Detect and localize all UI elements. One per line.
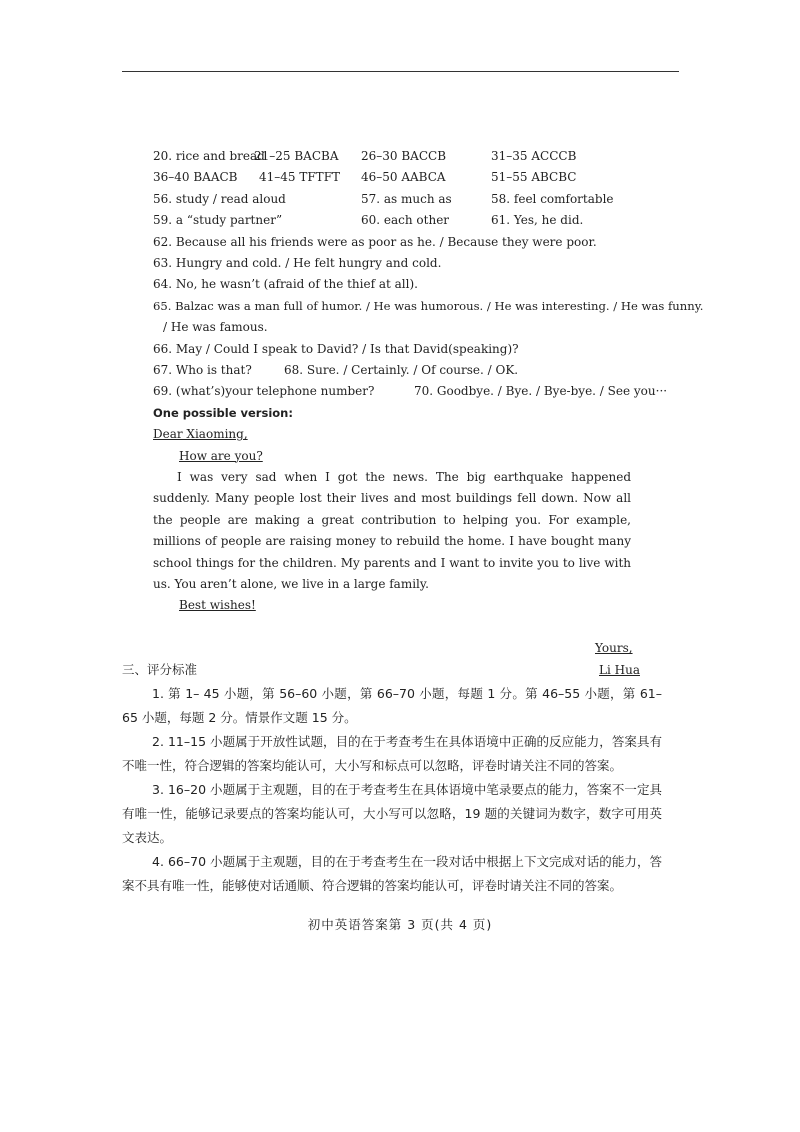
scoring-item-2: 2. 11–15 小题属于开放性试题，目的在于考查考生在具体语境中正确的反应能力，答案具有不唯一性，符合逻辑的答案均能认可，大小写和标点可以忽略，评卷时请关注不同的答案。: [122, 734, 662, 773]
scoring-item-4: 4. 66–70 小题属于主观题，目的在于考查考生在一段对话中根据上下文完成对话的能力，答案不具有唯一性，能够使对话通顺、符合逻辑的答案均能认可，评卷时请关注不同的答案。: [122, 854, 662, 893]
page-footer: 初中英语答案第 3 页(共 4 页): [307, 917, 493, 932]
answer-65: 65. Balzac was a man full of humor. / He was humorous. / He was interesting. / He was funny.: [153, 298, 704, 313]
essay-signature: Li Hua: [599, 662, 640, 677]
answer-key: [153, 146, 704, 681]
answer-row: [153, 381, 668, 402]
essay-sign-off: Yours,: [595, 641, 633, 656]
answers-51-55: 51–55 ABCBC: [491, 170, 577, 185]
scoring-item-3: 3. 16–20 小题属于主观题，目的在于考查考生在具体语境中笔录要点的能力，答案不一定具有唯一性，能够记录要点的答案均能认可，大小写可以忽略，19 题的关键词为数字，数字可用英文表达。: [122, 782, 662, 845]
essay-heading: One possible version:: [153, 405, 293, 420]
scoring-criteria: [122, 658, 662, 898]
scoring-item-1: 1. 第 1– 45 小题，第 56–60 小题，第 66–70 小题，每题 1 分。第 46–55 小题，第 61–65 小题，每题 2 分。情景作文题 15 分。: [122, 686, 662, 725]
answer-68: 68. Sure. / Certainly. / Of course. / OK.: [284, 363, 519, 377]
answer-58: 58. feel comfortable: [491, 191, 614, 206]
answer-row: [153, 360, 653, 381]
answer-56: 56. study / read aloud: [153, 191, 286, 206]
answer-row: [153, 210, 653, 231]
answers-36-40: 36–40 BAACB: [153, 170, 238, 185]
answer-64: 64. No, he wasn’t (afraid of the thief at all).: [153, 277, 418, 292]
answer-69: 69. (what’s)your telephone number?: [153, 384, 375, 399]
answers-26-30: 26–30 BACCB: [361, 149, 447, 163]
essay-body: I was very sad when I got the news. The big earthquake happened suddenly. Many people lost their lives and most buildings fell down. Now all the people are making a great contribution to helping you. For example, millions of people are raising money to rebuild the home. I have bought many school things for the children. My parents and I want to invite you to live with us. You aren’t alone, we live in a large family.: [153, 470, 631, 592]
answer-60: 60. each other: [361, 213, 450, 228]
answers-21-25: 21–25 BACBA: [254, 149, 339, 163]
essay-opening: How are you?: [179, 448, 263, 463]
answer-67: 67. Who is that?: [153, 363, 252, 377]
answer-row: [153, 189, 653, 210]
answers-31-35: 31–35 ACCCB: [491, 149, 577, 163]
top-rule: [122, 71, 679, 72]
answers-41-45: 41–45 TFTFT: [259, 170, 341, 185]
answer-70: 70. Goodbye. / Bye. / Bye-bye. / See you···: [414, 384, 668, 399]
answer-63: 63. Hungry and cold. / He felt hungry and cold.: [153, 255, 442, 270]
answers-46-50: 46–50 AABCA: [361, 170, 446, 185]
answer-20: 20. rice and bread: [153, 149, 265, 163]
answer-row: [153, 167, 653, 188]
answer-row: [153, 146, 653, 167]
answer-57: 57. as much as: [361, 191, 452, 206]
scoring-title: 三、评分标准: [122, 662, 198, 677]
essay-closing: Best wishes!: [179, 598, 256, 613]
essay-greeting: Dear Xiaoming,: [153, 427, 248, 442]
essay-sign-off-row: [153, 638, 653, 659]
answer-59: 59. a “study partner”: [153, 213, 283, 228]
answer-61: 61. Yes, he did.: [491, 213, 584, 228]
answer-65-continued: / He was famous.: [163, 320, 268, 335]
answer-62: 62. Because all his friends were as poor as he. / Because they were poor.: [153, 234, 597, 249]
answer-66: 66. May / Could I speak to David? / Is that David(speaking)?: [153, 341, 519, 356]
